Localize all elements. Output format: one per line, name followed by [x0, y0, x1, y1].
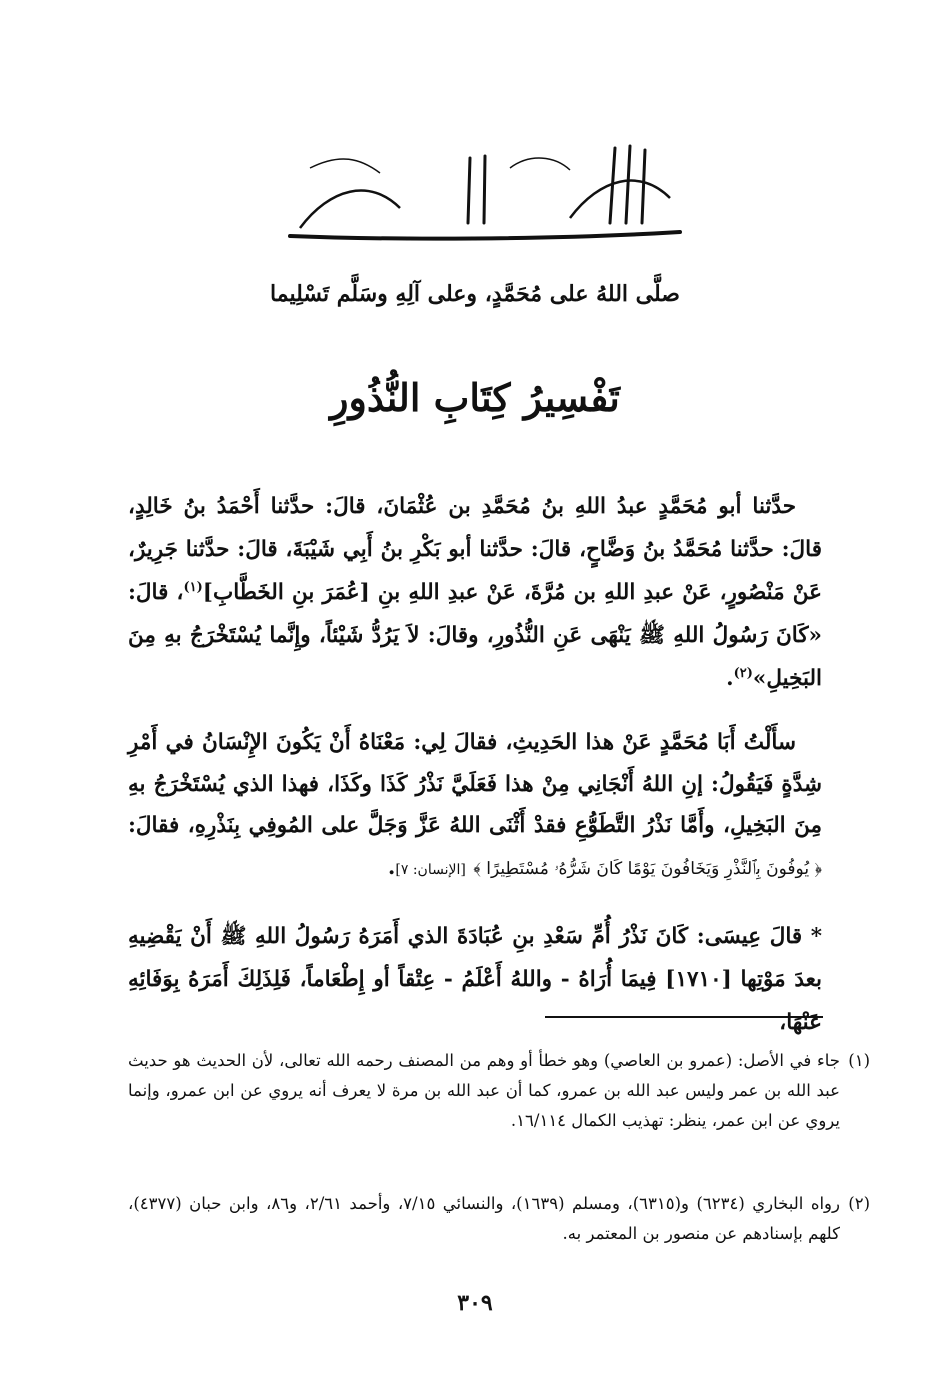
salutation-line: صلَّى اللهُ على مُحَمَّدٍ، وعلى آلِهِ وسَلَّم تَسْلِيما — [270, 281, 680, 307]
hadith-text-continued: ، قالَ: «كَانَ رَسُولُ اللهِ ﷺ يَنْهَى عَنِ النُّذُورِ، وقالَ: لاَ يَرُدُّ شَيْئاً، وإِنَّما يُسْتَخْرَجُ بهِ مِنَ البَخِيلِ» — [128, 580, 822, 691]
isa-paragraph — [128, 915, 822, 1044]
isa-text: * قالَ عِيسَى: كَانَ نَذْرُ أُمِّ سَعْدِ بنِ عُبَادَةَ الذي أَمَرَهُ رَسُولُ اللهِ ﷺ أَنْ يَقْضِيهِ بعدَ مَوْتِها [١٧١٠] فِيمَا أُرَاهُ - واللهُ أَعْلَمُ - عِتْقاً أو إِطْعَاماً، فَلِذَلِكَ أَمَرَهُ بِوَفَائِهِ عَنْهَا، — [128, 924, 822, 1035]
footnote-text: جاء في الأصل: (عمرو بن العاصي) وهو خطأ أو وهم من المصنف رحمه الله تعالى، لأن الحديث هو حديث عبد الله بن عمر وليس عبد الله بن عمرو، كما أن عبد الله بن مرة لا يعرف أنه يروي عن ابن عمرو، وإنما يروي عن ابن عمر، ينظر: تهذيب الكمال ١٦/١١٤. — [128, 1051, 840, 1130]
footnote-text: رواه البخاري (٦٢٣٤) و(٦٣١٥)، ومسلم (١٦٣٩)، والنسائي ٧/١٥، وأحمد ٢/٦١، و٨٦، وابن حبان (٤٣٧٧)، كلهم بإسنادهم عن منصور بن المعتمر به. — [128, 1194, 840, 1243]
page-number: ٣٠٩ — [457, 1290, 493, 1316]
commentary-paragraph — [128, 722, 822, 891]
footnote-ref-1[interactable]: (١) — [183, 579, 203, 595]
footnote-divider — [545, 1016, 823, 1018]
verse-reference: [الإنسان: ٧] — [395, 861, 466, 878]
hadith-text-end: . — [726, 666, 734, 691]
commentary-text: سأَلْتُ أَبَا مُحَمَّدٍ عَنْ هذا الحَدِيثِ، فقالَ لِي: مَعْنَاهُ أَنْ يَكُونَ الإِنْسَانُ في أَمْرِ شِدَّةٍ فَيَقُولُ: إنِ اللهُ أَنْجَانِي مِنْ هذا فَعَلَيَّ نَذْرُ كَذَا وكَذَا، فهذا الذي يُسْتَخْرَجُ بهِ مِنَ البَخِيلِ، وأَمَّا نَذْرُ التَّطَوُّعِ فقدْ أَثْنَى اللهُ عَزَّ وَجَلَّ على المُوفِي بِنَذْرِهِ، فقالَ: — [128, 730, 822, 838]
footnote-ref-2[interactable]: (٢) — [733, 665, 753, 681]
footnote-number: (١) — [848, 1051, 870, 1070]
page-title: تَفْسِيرُ كِتَابِ النُّذُورِ — [330, 375, 620, 420]
hadith-paragraph — [128, 485, 822, 700]
basmala-text — [0, 150, 950, 210]
footnote-number: (٢) — [848, 1194, 870, 1213]
quran-verse: ﴿ يُوفُونَ بِٱلنَّذْرِ وَيَخَافُونَ يَوْمًا كَانَ شَرُّهُۥ مُسْتَطِيرًا ﴾ — [473, 858, 822, 879]
commentary-text-end: . — [387, 854, 396, 880]
footnote-2 — [128, 1189, 870, 1249]
hadith-text: حدَّثنا أبو مُحَمَّدٍ عبدُ اللهِ بنُ مُحَمَّدِ بن عُثْمَانَ، قالَ: حدَّثنا أَحْمَدُ بنُ خَالِدٍ، قالَ: حدَّثنا مُحَمَّدُ بنُ وَضَّاحٍ، قالَ: حدَّثنا أبو بَكْرِ بنُ أَبِي شَيْبَةَ، قالَ: حدَّثنا جَرِيرٌ، عَنْ مَنْصُورٍ، عَنْ عبدِ اللهِ بن مُرَّةَ، عَنْ عبدِ اللهِ بنِ [عُمَرَ بنِ الخَطَّابِ] — [128, 494, 823, 605]
footnote-1 — [128, 1046, 870, 1136]
